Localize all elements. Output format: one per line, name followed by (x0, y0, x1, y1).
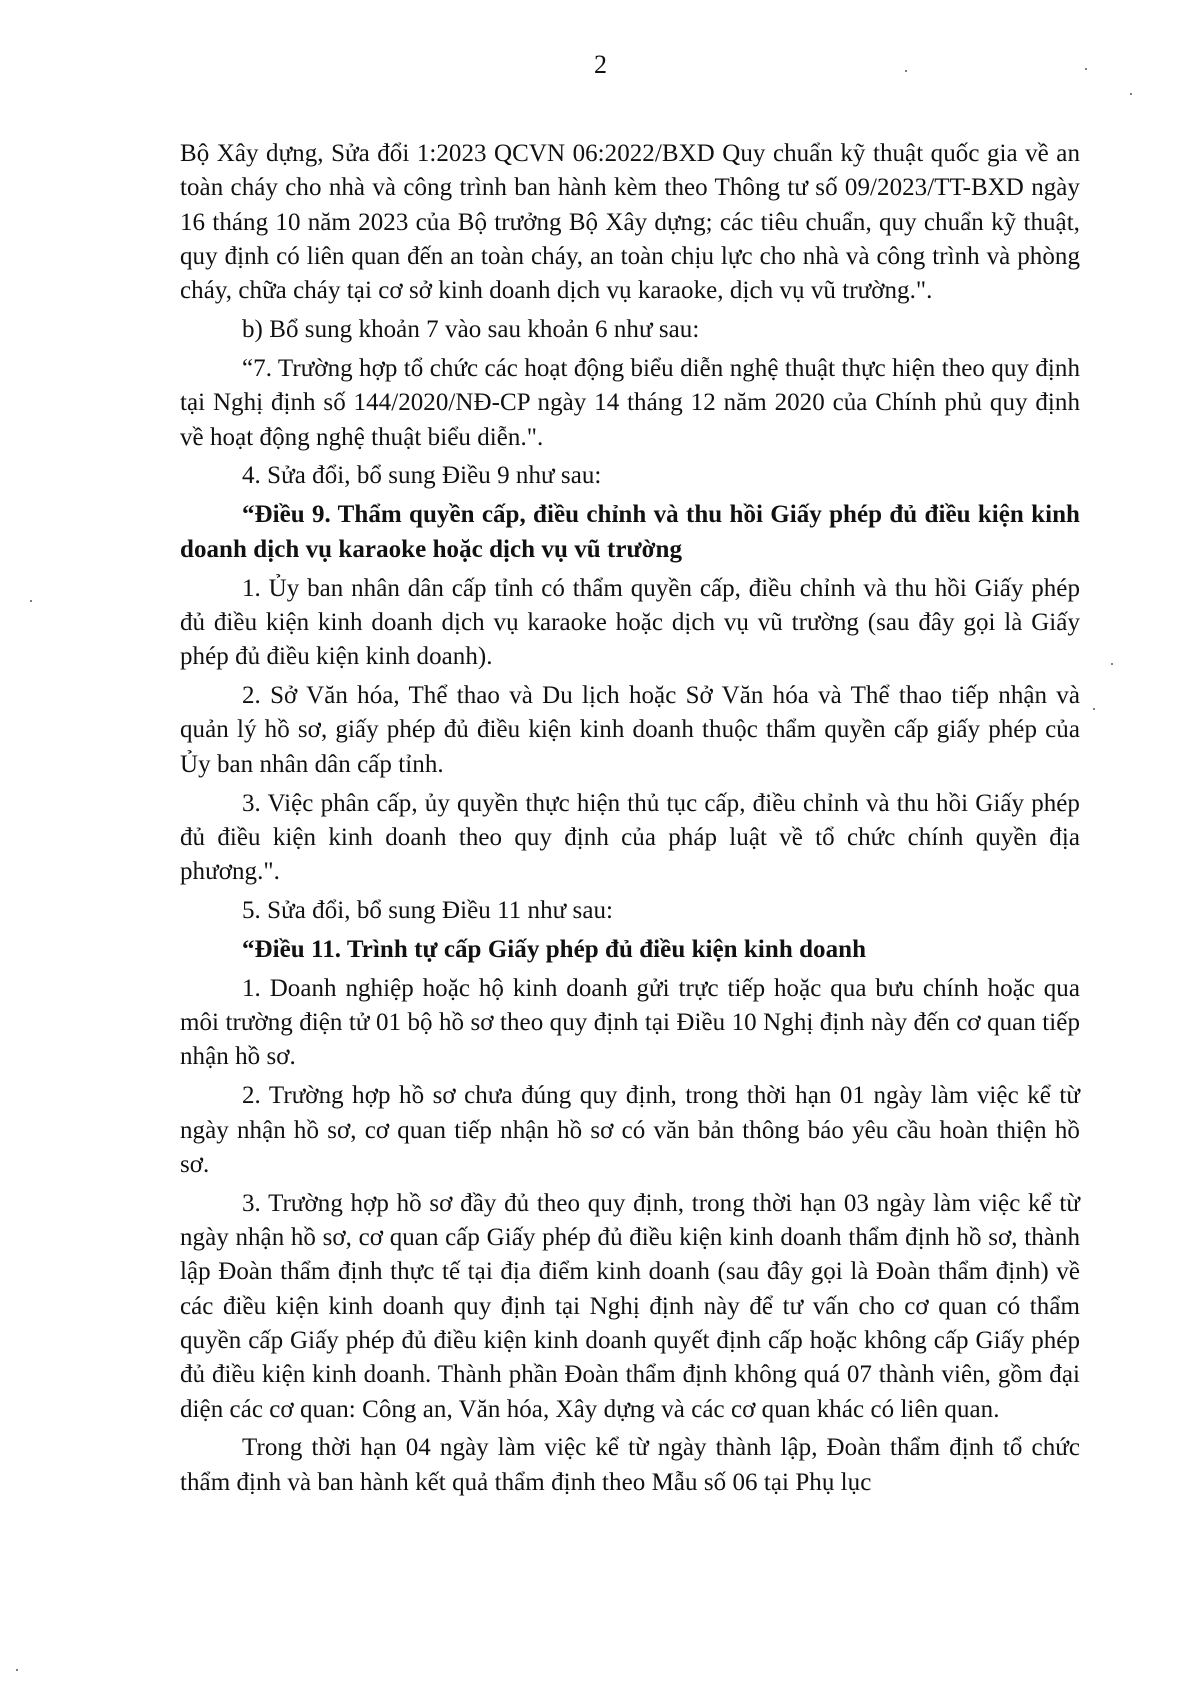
article-9-clause-1: 1. Ủy ban nhân dân cấp tỉnh có thẩm quyền cấp, điều chỉnh và thu hồi Giấy phép đủ điều kiện kinh doanh dịch vụ karaoke hoặc dịch vụ vũ trường (sau đây gọi là Giấy phép đủ điều kiện kinh doanh). (180, 574, 1080, 671)
document-body (180, 137, 1080, 1505)
scan-speck (1130, 93, 1132, 95)
page-number: 2 (594, 50, 607, 79)
paragraph-amend-article-9: 4. Sửa đổi, bổ sung Điều 9 như sau: (242, 462, 602, 490)
scan-speck (1093, 708, 1095, 710)
paragraph-clause-7: “7. Trường hợp tổ chức các hoạt động biểu diễn nghệ thuật thực hiện theo quy định tại Nghị định số 144/2020/NĐ-CP ngày 14 tháng 12 năm 2020 của Chính phủ quy định về hoạt động nghệ thuật biểu diễn.". (180, 354, 1080, 451)
paragraph-continuation: Bộ Xây dựng, Sửa đổi 1:2023 QCVN 06:2022/BXD Quy chuẩn kỹ thuật quốc gia về an toàn cháy cho nhà và công trình ban hành kèm theo Thông tư số 09/2023/TT-BXD ngày 16 tháng 10 năm 2023 của Bộ trưởng Bộ Xây dựng; các tiêu chuẩn, quy chuẩn kỹ thuật, quy định có liên quan đến an toàn cháy, an toàn chịu lực cho nhà và công trình và phòng cháy, chữa cháy tại cơ sở kinh doanh dịch vụ karaoke, dịch vụ vũ trường.". (180, 140, 1080, 305)
scan-speck (1085, 68, 1087, 70)
article-11-clause-1: 1. Doanh nghiệp hoặc hộ kinh doanh gửi trực tiếp hoặc qua bưu chính hoặc qua môi trường điện tử 01 bộ hồ sơ theo quy định tại Điều 10 Nghị định này đến cơ quan tiếp nhận hồ sơ. (180, 974, 1080, 1071)
article-9-clause-2: 2. Sở Văn hóa, Thể thao và Du lịch hoặc Sở Văn hóa và Thể thao tiếp nhận và quản lý hồ sơ, giấy phép đủ điều kiện kinh doanh thuộc thẩm quyền cấp giấy phép của Ủy ban nhân dân cấp tỉnh. (180, 682, 1080, 778)
scan-speck (16, 1669, 18, 1671)
article-11-clause-2: 2. Trường hợp hồ sơ chưa đúng quy định, trong thời hạn 01 ngày làm việc kể từ ngày nhận hồ sơ, cơ quan tiếp nhận hồ sơ có văn bản thông báo yêu cầu hoàn thiện hồ sơ. (180, 1082, 1080, 1178)
article-9-clause-3: 3. Việc phân cấp, ủy quyền thực hiện thủ tục cấp, điều chỉnh và thu hồi Giấy phép đủ điều kiện kinh doanh theo quy định của pháp luật về tổ chức chính quyền địa phương.". (180, 789, 1080, 886)
article-11-heading: “Điều 11. Trình tự cấp Giấy phép đủ điều kiện kinh doanh (242, 935, 867, 963)
scan-speck (30, 600, 32, 602)
scan-speck (905, 70, 907, 72)
article-9-heading: “Điều 9. Thẩm quyền cấp, điều chỉnh và thu hồi Giấy phép đủ điều kiện kinh doanh dịch vụ karaoke hoặc dịch vụ vũ trường (180, 501, 1080, 563)
paragraph-amend-article-11: 5. Sửa đổi, bổ sung Điều 11 như sau: (242, 896, 614, 924)
article-11-clause-3-continued: Trong thời hạn 04 ngày làm việc kể từ ngày thành lập, Đoàn thẩm định tổ chức thẩm định và ban hành kết quả thẩm định theo Mẫu số 06 tại Phụ lục (180, 1434, 1080, 1496)
paragraph-item-b: b) Bổ sung khoản 7 vào sau khoản 6 như sau: (242, 316, 700, 344)
scan-speck (1111, 663, 1113, 665)
article-11-clause-3: 3. Trường hợp hồ sơ đầy đủ theo quy định, trong thời hạn 03 ngày làm việc kể từ ngày nhận hồ sơ, cơ quan cấp Giấy phép đủ điều kiện kinh doanh thẩm định hồ sơ, thành lập Đoàn thẩm định thực tế tại địa điểm kinh doanh (sau đây gọi là Đoàn thẩm định) về các điều kiện kinh doanh quy định tại Nghị định này để tư vấn cho cơ quan có thẩm quyền cấp Giấy phép đủ điều kiện kinh doanh quyết định cấp hoặc không cấp Giấy phép đủ điều kiện kinh doanh. Thành phần Đoàn thẩm định không quá 07 thành viên, gồm đại diện các cơ quan: Công an, Văn hóa, Xây dựng và các cơ quan khác có liên quan. (180, 1189, 1080, 1423)
